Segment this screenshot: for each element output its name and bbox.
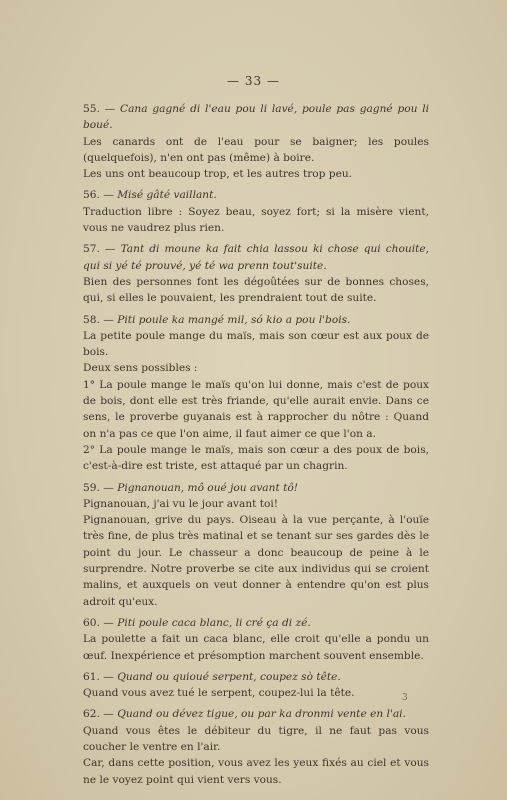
- translation-text: Quand vous êtes le débiteur du tigre, il ne faut pas vous coucher le ventre en l'air.: [83, 724, 429, 753]
- translation-text: Quand vous avez tué le serpent, coupez-lui la tête.: [83, 687, 355, 700]
- creole-proverb: Misé gâté vaillant.: [117, 189, 217, 202]
- proverb-heading: [83, 480, 429, 496]
- translation-text: Bien des personnes font les dégoûtées sur de bonnes choses, qui, si elles le pouvaient, les prendraient tout de suite.: [83, 275, 429, 305]
- proverb-entry-60: [83, 615, 429, 664]
- translation-text: Traduction libre : Soyez beau, soyez fort; si la misère vient, vous ne vaudrez plus rien.: [83, 205, 429, 235]
- proverb-number: 60. —: [83, 616, 114, 629]
- proverb-entry-62: [83, 706, 429, 787]
- proverb-entry-55: [83, 101, 429, 182]
- proverb-heading: [83, 615, 429, 631]
- creole-proverb: Pignanouan, mô oué jou avant tô!: [117, 481, 298, 494]
- proverb-heading: [83, 241, 429, 274]
- proverb-number: 55. —: [83, 103, 116, 115]
- proverb-entry-58: [83, 312, 429, 475]
- creole-proverb: Quand ou dévez tigue, ou par ka dronmi vente en l'ai.: [117, 708, 406, 721]
- proverb-number: 58. —: [83, 313, 114, 326]
- proverb-number: 62. —: [83, 708, 114, 721]
- translation-text: Les canards ont de l'eau pour se baigner; les poules (quelquefois), n'en ont pas (même) à boire.: [83, 135, 429, 164]
- creole-proverb: Tant di moune ka fait chia lassou ki chose qui chouite, qui si yé té prouvé, yé té wa prenn tout'suite.: [83, 243, 429, 272]
- translation-text: La poulette a fait un caca blanc, elle croit qu'elle a pondu un œuf. Inexpérience et présomption marchent souvent ensemble.: [83, 633, 429, 662]
- explanation-text: 2° La poule mange le maïs, mais son cœur a des poux de bois, c'est-à-dire est triste, est attaqué par un chagrin.: [83, 443, 429, 473]
- page-number: — 33 —: [227, 74, 280, 88]
- proverb-number: 61. —: [83, 670, 114, 683]
- explanation-text: Deux sens possibles :: [83, 362, 198, 375]
- proverb-number: 56. —: [83, 189, 114, 202]
- proverb-heading: [83, 706, 429, 722]
- explanation-text: Les uns ont beaucoup trop, et les autres trop peu.: [83, 168, 353, 181]
- proverb-number: 59. —: [83, 481, 114, 494]
- page-content: [83, 101, 429, 793]
- proverb-heading: [83, 187, 429, 203]
- proverb-entry-57: [83, 241, 429, 306]
- proverb-number: 57. —: [83, 243, 116, 256]
- proverb-entry-61: [83, 669, 429, 702]
- proverb-heading: [83, 669, 429, 685]
- explanation-text: Pignanouan, grive du pays. Oiseau à la vue perçante, à l'ouïe très fine, de plus très matinal et se tenant sur ses gardes dès le point du jour. Le chasseur a donc beaucoup de peine à le surprendre. Notre proverbe se cite aux individus qui se croient malins, et auxquels on veut donner à entendre qu'on est plus adroit qu'eux.: [83, 514, 429, 608]
- creole-proverb: Piti poule ka mangé mil, só kio a pou l'bois.: [117, 313, 351, 326]
- proverb-heading: [83, 101, 429, 134]
- proverb-entry-59: [83, 480, 429, 610]
- creole-proverb: Piti poule caca blanc, li cré ça di zé.: [117, 616, 311, 629]
- explanation-text: Car, dans cette position, vous avez les yeux fixés au ciel et vous ne le voyez point qui vient vers vous.: [83, 757, 429, 786]
- proverb-entry-56: [83, 187, 429, 236]
- signature-mark: 3: [402, 693, 408, 703]
- translation-text: Pignanouan, j'ai vu le jour avant toi!: [83, 497, 279, 510]
- explanation-text: 1° La poule mange le maïs qu'on lui donne, mais c'est de poux de bois, dont elle est très friande, qu'elle aurait envie. Dans ce sens, le proverbe guyanais est à rapprocher du nôtre : Quand on n'a pas ce que l'on aime, il faut aimer ce que l'on a.: [83, 378, 429, 440]
- creole-proverb: Quand ou quioué serpent, coupez sò tête.: [117, 670, 341, 683]
- creole-proverb: Cana gagné di l'eau pou li lavé, poule pas gagné pou li boué.: [83, 103, 429, 132]
- proverb-heading: [83, 312, 429, 328]
- translation-text: La petite poule mange du maïs, mais son cœur est aux poux de bois.: [83, 329, 429, 359]
